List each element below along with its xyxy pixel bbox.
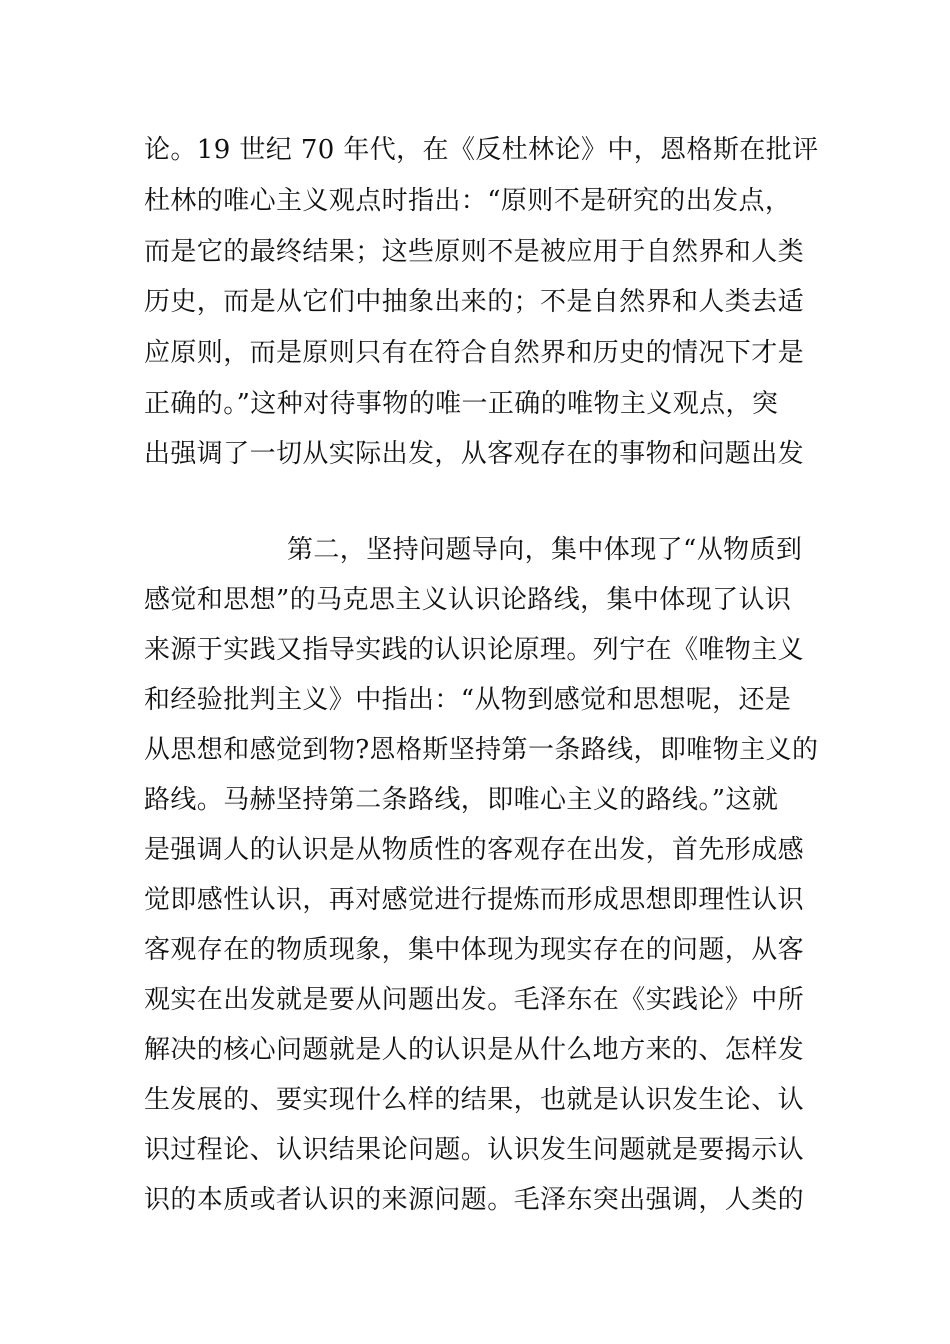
text-line: 路线。马赫坚持第二条路线，即唯心主义的路线。”这就 (144, 785, 779, 815)
text-line: 生发展的、要实现什么样的结果，也就是认识发生论、认 (144, 1085, 805, 1115)
text-line: 观实在出发就是要从问题出发。毛泽东在《实践论》中所 (144, 985, 805, 1015)
text-line: 识的本质或者认识的来源问题。毛泽东突出强调，人类的 (144, 1185, 805, 1215)
text-line: 历史，而是从它们中抽象出来的；不是自然界和人类去适 (144, 287, 805, 317)
text-line: 应原则，而是原则只有在符合自然界和历史的情况下才是 (144, 338, 805, 368)
text-line: 解决的核心问题就是人的认识是从什么地方来的、怎样发 (144, 1035, 805, 1065)
text-line: 从思想和感觉到物?恩格斯坚持第一条路线，即唯物主义的 (144, 735, 819, 765)
text-line: 识过程论、认识结果论问题。认识发生问题就是要揭示认 (144, 1135, 805, 1165)
text-line: 正确的。”这种对待事物的唯一正确的唯物主义观点，突 (144, 389, 779, 419)
text-line: 是强调人的认识是从物质性的客观存在出发，首先形成感 (144, 835, 805, 865)
text-line: 觉即感性认识，再对感觉进行提炼而形成思想即理性认识 (144, 885, 805, 915)
text-line: 出强调了一切从实际出发，从客观存在的事物和问题出发 (144, 439, 805, 469)
text-line: 而是它的最终结果；这些原则不是被应用于自然界和人类 (144, 237, 805, 267)
text-line: 第二，坚持问题导向，集中体现了“从物质到 (287, 535, 803, 565)
text-line: 杜林的唯心主义观点时指出：“原则不是研究的出发点， (144, 186, 792, 216)
text-line: 和经验批判主义》中指出：“从物到感觉和思想呢，还是 (144, 685, 792, 715)
text-line: 来源于实践又指导实践的认识论原理。列宁在《唯物主义 (144, 635, 805, 665)
text-line: 论。19 世纪 70 年代，在《反杜林论》中，恩格斯在批评 (144, 135, 819, 165)
text-line: 感觉和思想”的马克思主义认识论路线，集中体现了认识 (144, 585, 792, 615)
text-line: 客观存在的物质现象，集中体现为现实存在的问题，从客 (144, 935, 805, 965)
